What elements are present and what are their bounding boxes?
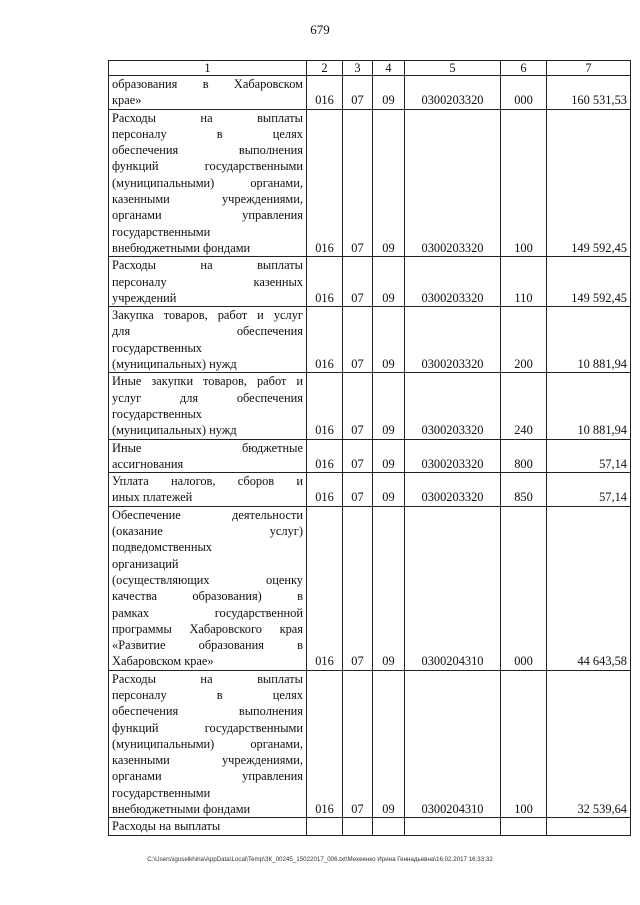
amount-cell: 10 881,94 bbox=[547, 373, 631, 439]
expense-type-cell bbox=[501, 818, 547, 835]
target-article-cell: 0300204310 bbox=[405, 506, 501, 670]
section-code-cell: 07 bbox=[343, 670, 373, 818]
expense-name-line: казенными учреждениями, bbox=[112, 192, 303, 207]
section-code-cell bbox=[343, 818, 373, 835]
section-code-cell: 07 bbox=[343, 473, 373, 507]
expense-name-cell bbox=[109, 670, 307, 818]
expense-type-cell: 100 bbox=[501, 670, 547, 818]
target-article-cell: 0300203320 bbox=[405, 257, 501, 307]
table-row bbox=[109, 307, 631, 373]
subsection-code-cell: 09 bbox=[373, 76, 405, 110]
target-article-cell: 0300203320 bbox=[405, 473, 501, 507]
header-cell: 1 bbox=[109, 61, 307, 76]
expense-name-line: внебюджетными фондами bbox=[112, 240, 251, 255]
expense-type-cell: 850 bbox=[501, 473, 547, 507]
amount-cell: 160 531,53 bbox=[547, 76, 631, 110]
expense-type-cell: 100 bbox=[501, 109, 547, 257]
section-code-cell: 07 bbox=[343, 109, 373, 257]
ministry-code-cell: 016 bbox=[307, 76, 343, 110]
expense-name-line: персоналу в целях bbox=[112, 687, 303, 702]
ministry-code-cell bbox=[307, 818, 343, 835]
expense-name-line: учреждений bbox=[112, 290, 177, 305]
section-code-cell: 07 bbox=[343, 257, 373, 307]
ministry-code-cell: 016 bbox=[307, 439, 343, 473]
target-article-cell: 0300203320 bbox=[405, 307, 501, 373]
expense-name-line: обеспечения выполнения bbox=[112, 143, 303, 158]
expense-name-line: Закупка товаров, работ и услуг bbox=[112, 308, 303, 323]
table-row bbox=[109, 818, 631, 835]
expense-type-cell: 800 bbox=[501, 439, 547, 473]
expense-name-line: рамках государственной bbox=[112, 605, 303, 620]
header-cell: 4 bbox=[373, 61, 405, 76]
budget-table bbox=[108, 60, 631, 836]
expense-name-cell bbox=[109, 506, 307, 670]
target-article-cell: 0300203320 bbox=[405, 76, 501, 110]
header-cell: 3 bbox=[343, 61, 373, 76]
table-header-row bbox=[109, 61, 631, 76]
expense-name-line: государственных bbox=[112, 340, 203, 355]
header-cell: 6 bbox=[501, 61, 547, 76]
expense-name-line: (осуществляющих оценку bbox=[112, 572, 303, 587]
amount-cell: 10 881,94 bbox=[547, 307, 631, 373]
expense-name-line: Обеспечение деятельности bbox=[112, 507, 303, 522]
amount-cell: 32 539,64 bbox=[547, 670, 631, 818]
table-row bbox=[109, 473, 631, 507]
expense-name-line: государственными bbox=[112, 224, 211, 239]
expense-name-line: (муниципальными) органами, bbox=[112, 175, 303, 190]
target-article-cell: 0300204310 bbox=[405, 670, 501, 818]
amount-cell: 44 643,58 bbox=[547, 506, 631, 670]
expense-name-line: Расходы на выплаты bbox=[112, 671, 303, 686]
expense-name-line: ассигнования bbox=[112, 456, 184, 471]
expense-name-line: услуг для обеспечения bbox=[112, 390, 303, 405]
section-code-cell: 07 bbox=[343, 307, 373, 373]
expense-name-line: государственными bbox=[112, 785, 211, 800]
expense-name-line: персоналу казенных bbox=[112, 274, 303, 289]
expense-name-line: «Развитие образования в bbox=[112, 638, 303, 653]
amount-cell: 149 592,45 bbox=[547, 109, 631, 257]
expense-name-line: качества образования) в bbox=[112, 589, 303, 604]
subsection-code-cell: 09 bbox=[373, 670, 405, 818]
table-row bbox=[109, 670, 631, 818]
subsection-code-cell: 09 bbox=[373, 307, 405, 373]
table-row bbox=[109, 506, 631, 670]
ministry-code-cell: 016 bbox=[307, 109, 343, 257]
subsection-code-cell: 09 bbox=[373, 473, 405, 507]
expense-name-line: органами управления bbox=[112, 208, 303, 223]
section-code-cell: 07 bbox=[343, 439, 373, 473]
expense-name-line: функций государственными bbox=[112, 720, 303, 735]
ministry-code-cell: 016 bbox=[307, 506, 343, 670]
page-number: 679 bbox=[310, 22, 330, 37]
expense-name-cell bbox=[109, 307, 307, 373]
subsection-code-cell: 09 bbox=[373, 257, 405, 307]
expense-name-line: программы Хабаровского края bbox=[112, 621, 303, 636]
expense-type-cell: 000 bbox=[501, 506, 547, 670]
table-row bbox=[109, 439, 631, 473]
header-cell: 7 bbox=[547, 61, 631, 76]
expense-name-line: Расходы на выплаты bbox=[112, 819, 221, 834]
target-article-cell: 0300203320 bbox=[405, 439, 501, 473]
expense-name-cell bbox=[109, 473, 307, 507]
expense-name-line: внебюджетными фондами bbox=[112, 802, 251, 817]
target-article-cell: 0300203320 bbox=[405, 109, 501, 257]
expense-name-line: образования в Хабаровском bbox=[112, 77, 303, 91]
expense-type-cell: 240 bbox=[501, 373, 547, 439]
header-cell: 5 bbox=[405, 61, 501, 76]
amount-cell bbox=[547, 818, 631, 835]
expense-name-line: (оказание услуг) bbox=[112, 524, 303, 539]
expense-name-line: иных платежей bbox=[112, 490, 193, 505]
section-code-cell: 07 bbox=[343, 76, 373, 110]
expense-name-cell bbox=[109, 76, 307, 110]
expense-type-cell: 000 bbox=[501, 76, 547, 110]
expense-name-line: органами управления bbox=[112, 769, 303, 784]
expense-name-line: Иные закупки товаров, работ и bbox=[112, 374, 303, 389]
table-body bbox=[109, 76, 631, 836]
expense-name-line: подведомственных bbox=[112, 540, 212, 555]
ministry-code-cell: 016 bbox=[307, 373, 343, 439]
expense-name-line: казенными учреждениями, bbox=[112, 753, 303, 768]
ministry-code-cell: 016 bbox=[307, 307, 343, 373]
expense-name-line: персоналу в целях bbox=[112, 126, 303, 141]
table-row bbox=[109, 257, 631, 307]
expense-name-line: Уплата налогов, сборов и bbox=[112, 474, 303, 489]
table-row bbox=[109, 76, 631, 110]
expense-type-cell: 110 bbox=[501, 257, 547, 307]
file-path-footer: C:\Users\iguselkhina\AppData\Local\Temp\ЗК_00245_15022017_006.txt\Мехеенко Ирина Геннадьевна\16.02.2017 16:33:32 bbox=[147, 856, 493, 863]
expense-name-cell bbox=[109, 818, 307, 835]
expense-name-cell bbox=[109, 373, 307, 439]
expense-name-line: Иные бюджетные bbox=[112, 440, 303, 455]
expense-name-line: обеспечения выполнения bbox=[112, 704, 303, 719]
expense-name-cell bbox=[109, 109, 307, 257]
expense-name-line: (муниципальными) органами, bbox=[112, 736, 303, 751]
expense-name-cell bbox=[109, 439, 307, 473]
target-article-cell bbox=[405, 818, 501, 835]
amount-cell: 57,14 bbox=[547, 473, 631, 507]
expense-name-line: для обеспечения bbox=[112, 324, 303, 339]
amount-cell: 149 592,45 bbox=[547, 257, 631, 307]
expense-name-line: Расходы на выплаты bbox=[112, 258, 303, 273]
subsection-code-cell: 09 bbox=[373, 506, 405, 670]
amount-cell: 57,14 bbox=[547, 439, 631, 473]
section-code-cell: 07 bbox=[343, 373, 373, 439]
expense-name-line: государственных bbox=[112, 406, 203, 421]
ministry-code-cell: 016 bbox=[307, 473, 343, 507]
subsection-code-cell: 09 bbox=[373, 373, 405, 439]
table-row bbox=[109, 373, 631, 439]
expense-name-line: (муниципальных) нужд bbox=[112, 357, 237, 372]
subsection-code-cell bbox=[373, 818, 405, 835]
section-code-cell: 07 bbox=[343, 506, 373, 670]
expense-name-line: (муниципальных) нужд bbox=[112, 423, 237, 438]
subsection-code-cell: 09 bbox=[373, 439, 405, 473]
target-article-cell: 0300203320 bbox=[405, 373, 501, 439]
expense-name-cell bbox=[109, 257, 307, 307]
ministry-code-cell: 016 bbox=[307, 670, 343, 818]
expense-name-line: Расходы на выплаты bbox=[112, 110, 303, 125]
subsection-code-cell: 09 bbox=[373, 109, 405, 257]
ministry-code-cell: 016 bbox=[307, 257, 343, 307]
expense-name-line: организаций bbox=[112, 556, 179, 571]
table-row bbox=[109, 109, 631, 257]
header-cell: 2 bbox=[307, 61, 343, 76]
expense-name-line: Хабаровском крае» bbox=[112, 654, 214, 669]
expense-name-line: крае» bbox=[112, 93, 142, 108]
expense-type-cell: 200 bbox=[501, 307, 547, 373]
expense-name-line: функций государственными bbox=[112, 159, 303, 174]
